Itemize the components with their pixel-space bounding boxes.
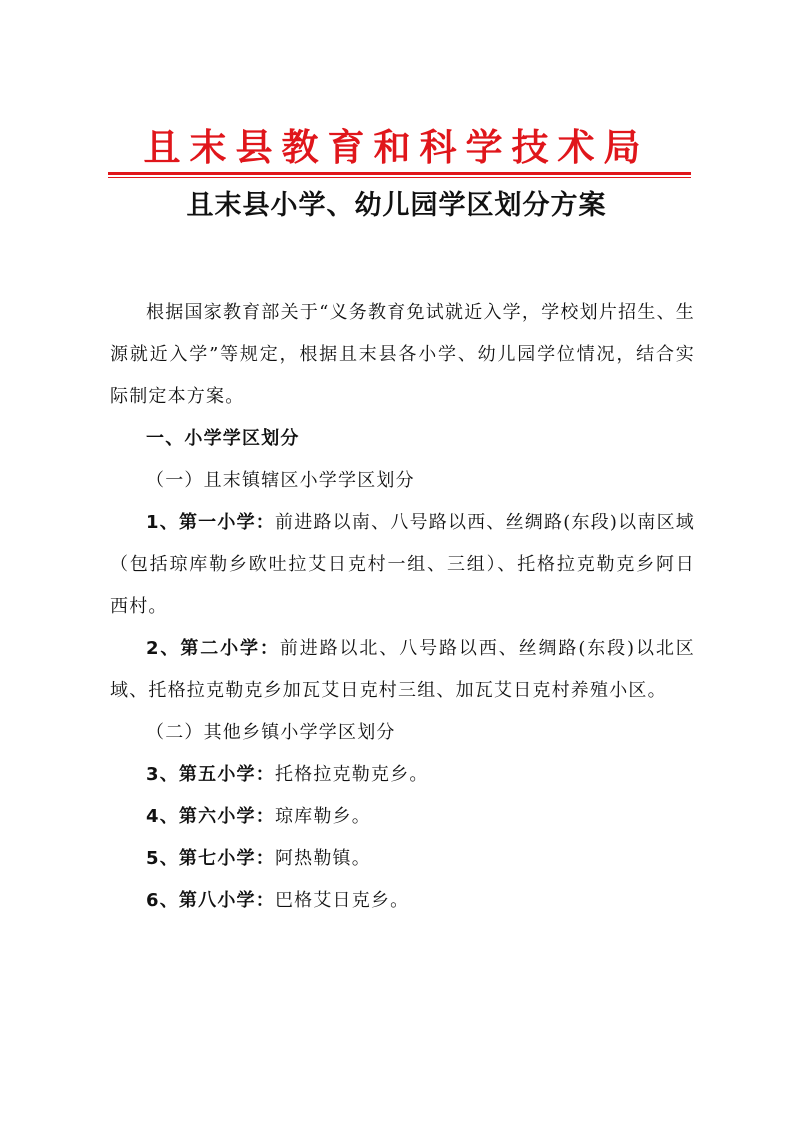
school-item-3-text: 托格拉克勒克乡。 <box>274 764 429 785</box>
school-item-2-text: 前进路以北、八号路以西、丝绸路(东段)以北区域、托格拉克勒克乡加瓦艾日克村三组、加瓦艾日克村养殖小区。 <box>110 638 695 701</box>
school-item-5-label: 5、第七小学： <box>146 848 275 869</box>
school-item-2-label: 2、第二小学： <box>146 638 280 659</box>
organization-name: 且末县教育和科学技术局 <box>143 125 650 169</box>
document-body <box>110 292 695 922</box>
school-item-5-text: 阿热勒镇。 <box>274 848 371 869</box>
subsection-heading-town: （一）且末镇辖区小学学区划分 <box>146 470 415 491</box>
letterhead-thick-rule <box>108 172 691 175</box>
letterhead-thin-rule <box>108 177 691 178</box>
section-heading-primary-schools: 一、小学学区划分 <box>146 428 300 449</box>
subsection-heading-other-towns: （二）其他乡镇小学学区划分 <box>146 722 396 743</box>
letterhead <box>0 124 793 170</box>
school-item-1-label: 1、第一小学： <box>146 512 276 533</box>
intro-paragraph: 根据国家教育部关于“义务教育免试就近入学，学校划片招生、生源就近入学”等规定，根据且末县各小学、幼儿园学位情况，结合实际制定本方案。 <box>110 302 695 407</box>
school-item-3-label: 3、第五小学： <box>146 764 275 785</box>
school-item-1 <box>110 502 695 628</box>
school-item-6-label: 6、第八小学： <box>146 890 275 911</box>
school-item-3 <box>110 754 695 796</box>
school-item-6 <box>110 880 695 922</box>
document-title: 且末县小学、幼儿园学区划分方案 <box>186 190 607 221</box>
school-item-5 <box>110 838 695 880</box>
school-item-4 <box>110 796 695 838</box>
school-item-4-label: 4、第六小学： <box>146 806 275 827</box>
school-item-1-text: 前进路以南、八号路以西、丝绸路(东段)以南区域（包括琼库勒乡欧吐拉艾日克村一组、三组）、托格拉克勒克乡阿日西村。 <box>110 512 695 617</box>
school-item-4-text: 琼库勒乡。 <box>274 806 371 827</box>
school-item-2 <box>110 628 695 712</box>
school-item-6-text: 巴格艾日克乡。 <box>274 890 410 911</box>
